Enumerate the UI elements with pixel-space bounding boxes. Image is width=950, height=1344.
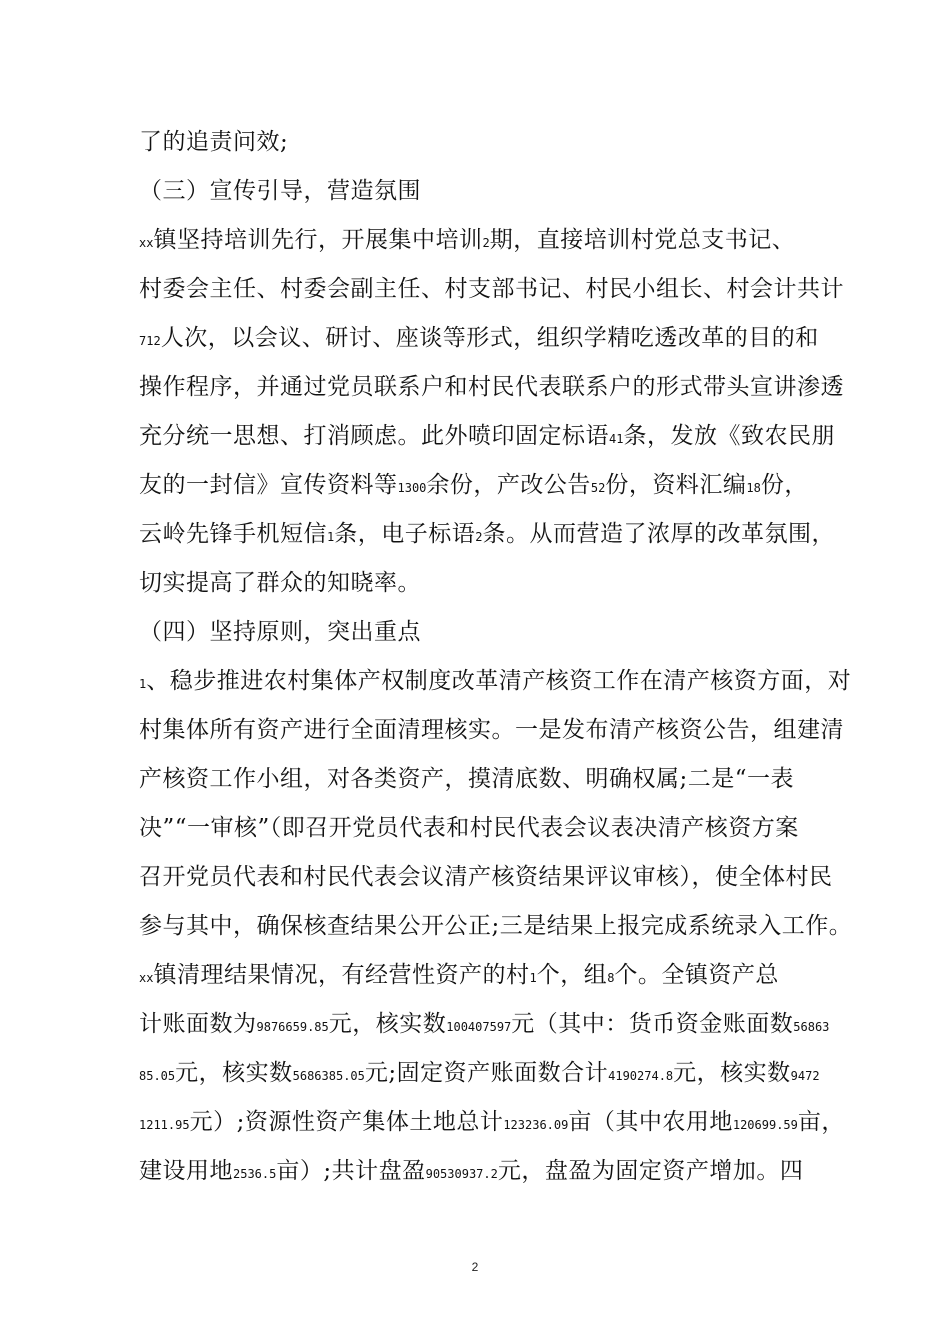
text-line bbox=[139, 1000, 829, 1049]
text-line bbox=[139, 608, 829, 657]
number-fragment: 1 bbox=[139, 677, 147, 691]
text-fragment: 亩（其中农用地 bbox=[568, 1109, 733, 1135]
text-line bbox=[139, 265, 844, 314]
text-fragment: 产核资工作小组，对各类资产，摸清底数、明确权属;二是“一表 bbox=[139, 766, 795, 792]
number-fragment: 2 bbox=[482, 236, 490, 250]
text-line bbox=[139, 706, 844, 755]
number-fragment: 100407597 bbox=[446, 1020, 512, 1034]
text-fragment: 份， bbox=[760, 472, 808, 498]
text-fragment: 参与其中，确保核查结果公开公正;三是结果上报完成系统录入工作。 bbox=[139, 913, 853, 939]
number-fragment: 5686385.05 bbox=[292, 1069, 365, 1083]
text-fragment: 操作程序，并通过党员联系户和村民代表联系户的形式带头宣讲渗透 bbox=[139, 374, 844, 400]
text-line bbox=[139, 1049, 829, 1098]
text-fragment: 条。从而营造了浓厚的改革氛围， bbox=[482, 521, 835, 547]
text-fragment: 期，直接培训村党总支书记、 bbox=[489, 227, 796, 253]
text-fragment: 召开党员代表和村民代表会议清产核资结果评议审核），使全体村民 bbox=[139, 864, 833, 890]
text-fragment: 亩， bbox=[797, 1109, 845, 1135]
number-fragment: 120699.59 bbox=[732, 1118, 798, 1132]
text-fragment: 元，核实数 bbox=[673, 1060, 791, 1086]
number-fragment: xx bbox=[139, 236, 154, 250]
text-fragment: 了的追责问效; bbox=[139, 129, 289, 155]
text-fragment: 村委会主任、村委会副主任、村支部书记、村民小组长、村会计共计 bbox=[139, 276, 844, 302]
number-fragment: 4190274.8 bbox=[608, 1069, 674, 1083]
text-fragment: 镇坚持培训先行，开展集中培训 bbox=[153, 227, 483, 253]
text-line bbox=[139, 118, 829, 167]
number-fragment: 90530937.2 bbox=[425, 1167, 498, 1181]
text-fragment: 个，组 bbox=[536, 962, 608, 988]
text-fragment: （三）宣传引导，营造氛围 bbox=[139, 178, 421, 204]
text-line bbox=[139, 1098, 845, 1147]
page-number: 2 bbox=[471, 1260, 479, 1274]
text-fragment: 友的一封信》宣传资料等 bbox=[139, 472, 398, 498]
text-fragment: 元，核实数 bbox=[175, 1060, 293, 1086]
number-fragment: xx bbox=[139, 971, 154, 985]
text-line bbox=[139, 951, 829, 1000]
text-line bbox=[139, 853, 833, 902]
number-fragment: 41 bbox=[609, 432, 624, 446]
text-line bbox=[139, 510, 835, 559]
text-line bbox=[139, 804, 829, 853]
text-fragment: 云岭先锋手机短信 bbox=[139, 521, 327, 547]
text-fragment: 村集体所有资产进行全面清理核实。一是发布清产核资公告，组建清 bbox=[139, 717, 844, 743]
text-fragment: 、稳步推进农村集体产权制度改革清产核资工作在清产核资方面，对 bbox=[146, 668, 852, 694]
number-fragment: 123236.09 bbox=[503, 1118, 569, 1132]
text-fragment: 切实提高了群众的知晓率。 bbox=[139, 570, 421, 596]
text-fragment: （四）坚持原则，突出重点 bbox=[139, 619, 421, 645]
number-fragment: 8 bbox=[607, 971, 615, 985]
number-fragment: 1300 bbox=[397, 481, 427, 495]
number-fragment: 18 bbox=[746, 481, 761, 495]
number-fragment: 52 bbox=[590, 481, 606, 495]
text-fragment: 元，核实数 bbox=[328, 1011, 447, 1037]
text-line bbox=[139, 657, 852, 706]
number-fragment: 9876659.85 bbox=[256, 1020, 329, 1034]
number-fragment: 2 bbox=[475, 530, 483, 544]
text-fragment: 决”“一审核”（即召开党员代表和村民代表会议表决清产核资方案 bbox=[139, 815, 799, 841]
text-fragment: 充分统一思想、打消顾虑。此外喷印固定标语 bbox=[139, 423, 609, 449]
text-line bbox=[139, 559, 829, 608]
text-fragment: 镇清理结果情况，有经营性资产的村 bbox=[153, 962, 530, 988]
number-fragment: 9472 bbox=[790, 1069, 820, 1083]
body-text bbox=[139, 118, 853, 1196]
text-fragment: 个。全镇资产总 bbox=[614, 962, 779, 988]
text-line bbox=[139, 314, 829, 363]
text-fragment: 份，资料汇编 bbox=[605, 472, 747, 498]
number-fragment: 712 bbox=[139, 334, 161, 348]
text-fragment: 元（其中：货币资金账面数 bbox=[511, 1011, 794, 1037]
number-fragment: 1 bbox=[529, 971, 537, 985]
text-fragment: 计账面数为 bbox=[139, 1011, 257, 1037]
text-line bbox=[139, 412, 835, 461]
number-fragment: 1 bbox=[327, 530, 335, 544]
number-fragment: 56863 bbox=[793, 1020, 830, 1034]
text-line bbox=[139, 363, 844, 412]
text-line bbox=[139, 167, 829, 216]
text-line bbox=[139, 216, 829, 265]
text-fragment: 亩）;共计盘盈 bbox=[276, 1158, 426, 1184]
text-fragment: 条，电子标语 bbox=[334, 521, 476, 547]
text-line bbox=[139, 902, 853, 951]
text-fragment: 元，盘盈为固定资产增加。四 bbox=[497, 1158, 804, 1184]
number-fragment: 85.05 bbox=[139, 1069, 176, 1083]
number-fragment: 1211.95 bbox=[139, 1118, 190, 1132]
text-line bbox=[139, 1147, 829, 1196]
text-fragment: 元;固定资产账面数合计 bbox=[364, 1060, 609, 1086]
number-fragment: 2536.5 bbox=[233, 1167, 277, 1181]
text-line bbox=[139, 461, 829, 510]
text-fragment: 建设用地 bbox=[139, 1158, 233, 1184]
text-line bbox=[139, 755, 829, 804]
text-fragment: 余份，产改公告 bbox=[426, 472, 591, 498]
text-fragment: 人次，以会议、研讨、座谈等形式，组织学精吃透改革的目的和 bbox=[160, 325, 819, 351]
text-fragment: 条，发放《致农民朋 bbox=[623, 423, 835, 449]
text-fragment: 元）;资源性资产集体土地总计 bbox=[189, 1109, 504, 1135]
